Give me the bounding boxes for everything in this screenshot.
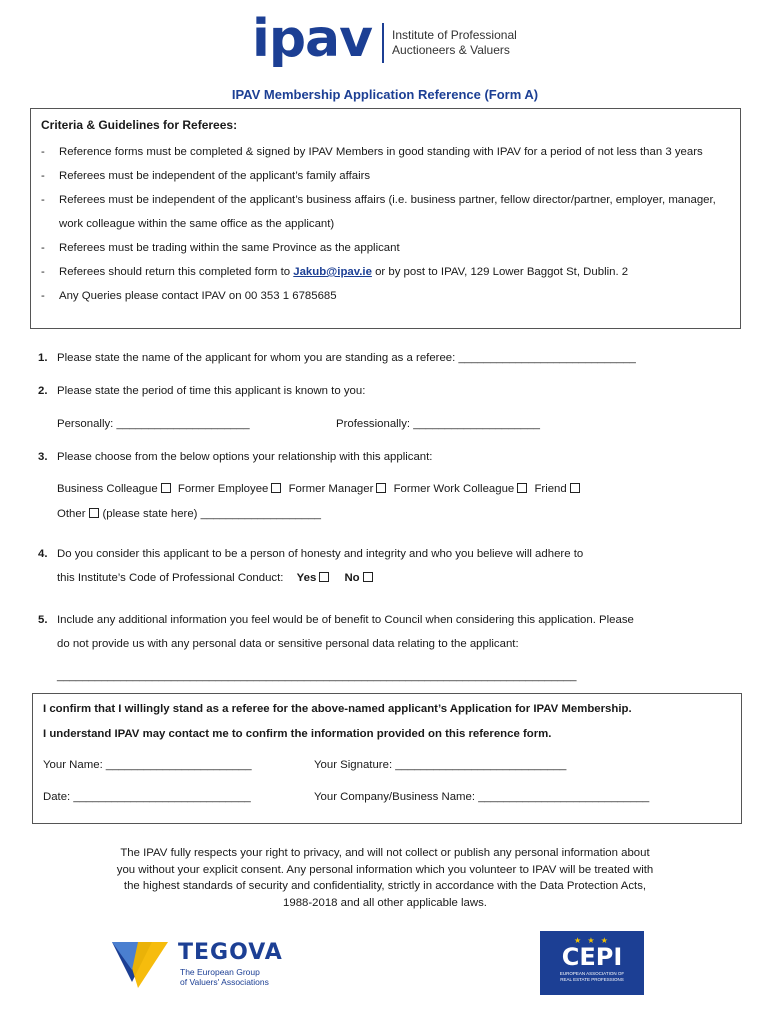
ipav-subtitle-line1: Institute of Professional [392,28,517,42]
checkbox[interactable] [161,483,171,493]
option-former-manager: Former Manager [289,483,391,495]
relationship-options [57,478,584,501]
checkbox[interactable] [570,483,580,493]
checkbox[interactable] [271,483,281,493]
criteria-item-return: - Referees should return this completed form to Jakub@ipav.ie or by post to IPAV, 129 Lower Baggot St, Dublin. 2 [41,266,629,278]
option-former-work-colleague: Former Work Colleague [394,483,532,495]
question-5-line2: do not provide us with any personal data or sensitive personal data relating to the applicant: [57,638,519,650]
email-link[interactable]: Jakub@ipav.ie [293,266,372,278]
criteria-box [30,108,741,329]
cepi-wordmark: CEPI [561,943,623,971]
ipav-logo-subtitle [392,28,517,58]
question-5: 5. Include any additional information you feel would be of benefit to Council when considering this application. Please [38,614,634,626]
confirmation-box [32,693,742,824]
option-former-employee: Former Employee [178,483,286,495]
ipav-logo-divider [382,23,384,63]
question-4: 4. Do you consider this applicant to be a person of honesty and integrity and who you believe will adhere to [38,548,584,560]
date-field[interactable]: Date: ____________________________ [43,791,251,803]
ipav-logo [252,9,517,72]
question-4-answer: this Institute’s Code of Professional Conduct: Yes No [57,567,377,590]
criteria-item: - Reference forms must be completed & signed by IPAV Members in good standing with IPAV for a period of not less than 3 years [41,146,703,158]
question-1[interactable]: 1. Please state the name of the applicant for whom you are standing as a referee: ____________________________ [38,352,636,364]
form-title: IPAV Membership Application Reference (Form A) [231,87,539,102]
criteria-item: - Referees must be independent of the applicant’s family affairs [41,170,371,182]
criteria-item-queries: - Any Queries please contact IPAV on 00 353 1 6785685 [41,290,337,302]
your-signature-field[interactable]: Your Signature: ___________________________ [314,759,567,771]
additional-info-field[interactable]: __________________________________________________________________________________ [57,670,577,682]
criteria-item: - Referees must be trading within the same Province as the applicant [41,242,400,254]
confirm-statement: I confirm that I willingly stand as a referee for the above-named applicant’s Application for IPAV Membership. [43,703,632,715]
criteria-item: - Referees must be independent of the applicant’s business affairs (i.e. business partner, fellow director/partner, employer, manager, work colleague within the same office as the applicant) [41,194,716,230]
yes-checkbox[interactable] [319,572,329,582]
tegova-emblem-icon [112,940,172,990]
criteria-heading: Criteria & Guidelines for Referees: [41,118,238,132]
yes-label: Yes [296,572,317,584]
tegova-subtitle: The European Group of Valuers' Associations [180,967,269,987]
option-business-colleague: Business Colleague [57,483,175,495]
ipav-subtitle-line2: Auctioneers & Valuers [392,43,510,57]
cepi-logo [540,931,644,995]
no-checkbox[interactable] [363,572,373,582]
company-field[interactable]: Your Company/Business Name: ___________________________ [314,791,650,803]
cepi-subtitle: EUROPEAN ASSOCIATION OF REAL ESTATE PROFESSIONS [559,971,625,982]
personally-field[interactable]: Personally: _____________________ [57,418,250,430]
tegova-logo [112,940,283,990]
question-3: 3. Please choose from the below options your relationship with this applicant: [38,451,433,463]
checkbox[interactable] [376,483,386,493]
no-label: No [344,572,360,584]
contact-statement: I understand IPAV may contact me to confirm the information provided on this reference form. [43,728,552,740]
privacy-statement: The IPAV fully respects your right to privacy, and will not collect or publish any personal information about you without your explicit consent. Any personal information which you volunteer to IPAV will be treated with the highest standards of security and confidentiality, strictly in accordance with the Data Protection Acts, 1988-2018 and all other applicable laws. [116,847,654,909]
question-2: 2. Please state the period of time this applicant is known to you: [38,385,366,397]
option-friend: Friend [534,483,583,495]
stars-icon: ★ ★ ★ [574,936,610,945]
other-field[interactable]: (please state here) ___________________ [102,508,322,520]
tegova-wordmark: TEGOVA [178,940,283,965]
ipav-logo-wordmark: ipav [252,9,373,69]
professionally-field[interactable]: Professionally: ____________________ [336,418,540,430]
your-name-field[interactable]: Your Name: _______________________ [43,759,252,771]
checkbox[interactable] [89,508,99,518]
option-other: Other (please state here) ___________________ [57,508,322,520]
checkbox[interactable] [517,483,527,493]
